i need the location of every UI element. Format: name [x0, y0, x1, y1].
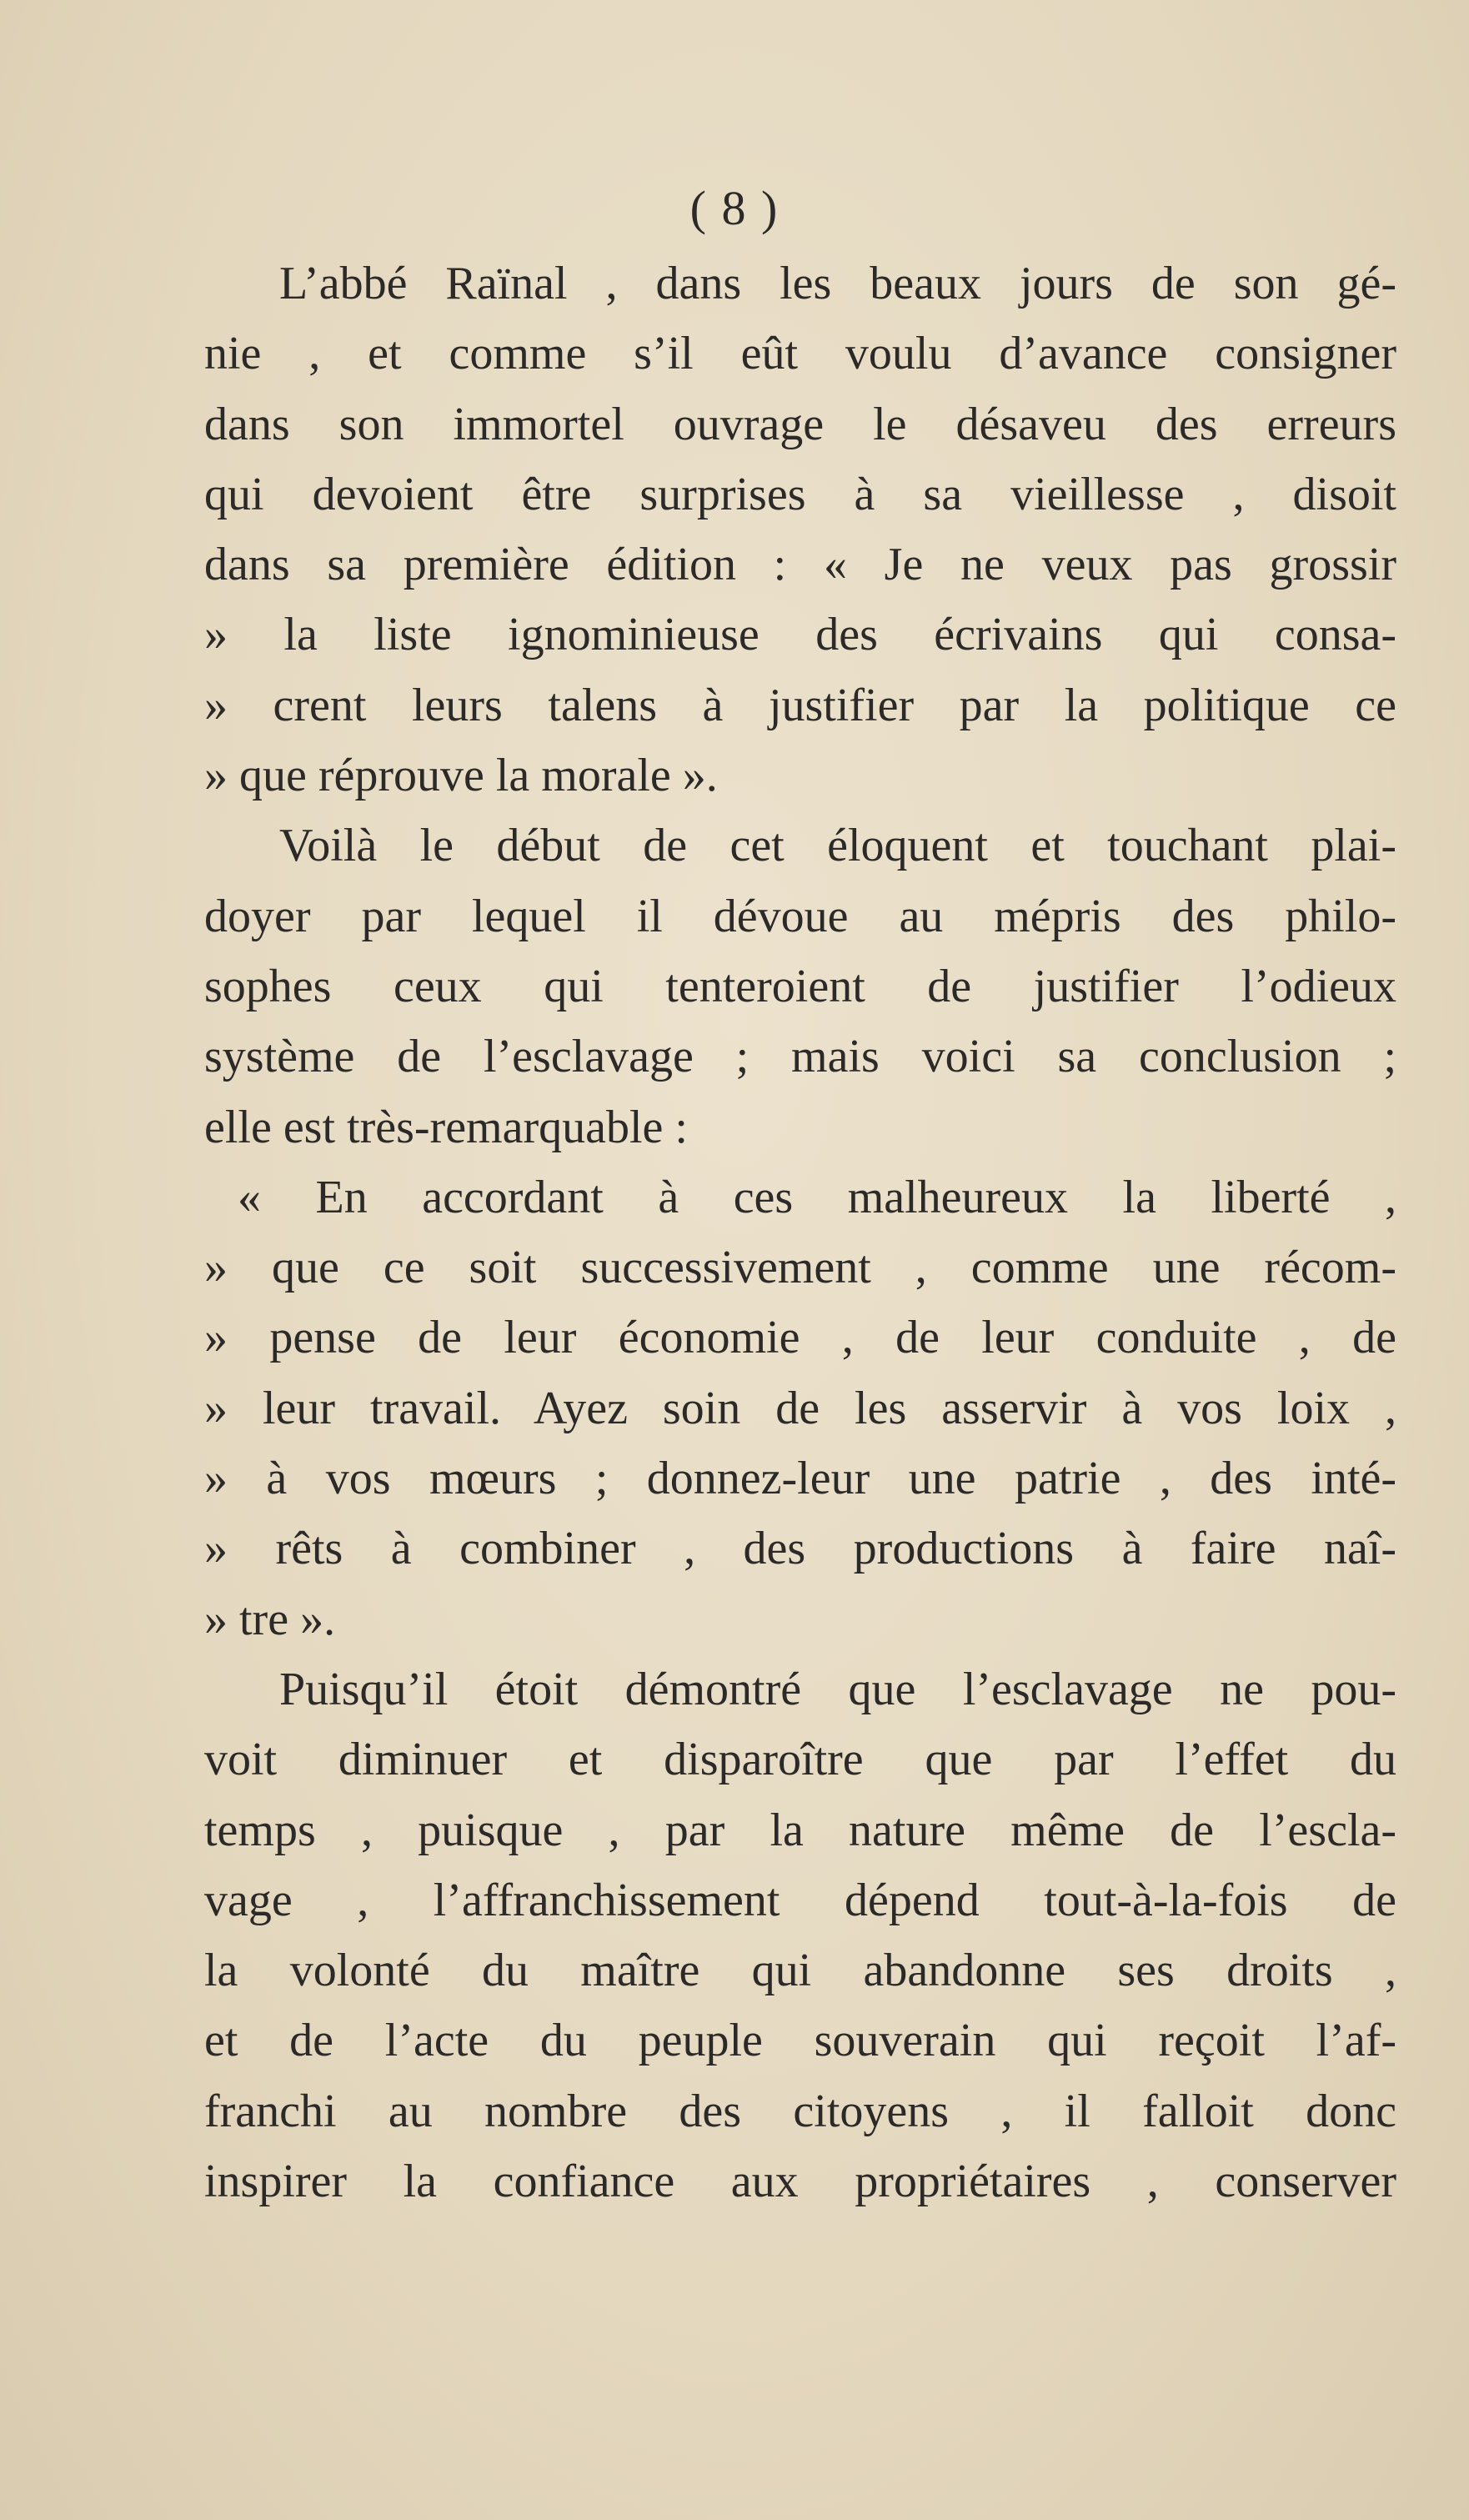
text-line: dans son immortel ouvrage le désaveu des erreurs [204, 398, 1396, 450]
text-line: » crent leurs talens à justifier par la politique ce [204, 679, 1396, 731]
quote-line: » rêts à combiner , des productions à faire naî- [204, 1523, 1396, 1575]
quote-line: » à vos mœurs ; donnez-leur une patrie , des inté- [204, 1453, 1396, 1505]
text-line: temps , puisque , par la nature même de l’escla- [204, 1804, 1396, 1856]
text-line: » que réprouve la morale ». [204, 750, 718, 802]
text-line: Puisqu’il étoit démontré que l’esclavage ne pou- [279, 1663, 1396, 1715]
text-line: » la liste ignominieuse des écrivains qui consa- [204, 609, 1396, 661]
text-line: L’abbé Raïnal , dans les beaux jours de son gé- [279, 258, 1396, 309]
text-line: système de l’esclavage ; mais voici sa conclusion ; [204, 1031, 1396, 1083]
quote-line: » que ce soit successivement , comme une récom- [204, 1242, 1396, 1294]
text-line: qui devoient être surprises à sa vieillesse , disoit [204, 468, 1396, 520]
text-line: dans sa première édition : « Je ne veux pas grossir [204, 539, 1396, 591]
text-line: inspirer la confiance aux propriétaires , conserver [204, 2156, 1396, 2208]
text-line: voit diminuer et disparoître que par l’effet du [204, 1734, 1396, 1786]
quote-line: » tre ». [204, 1593, 336, 1645]
page-number-header: ( 8 ) [689, 181, 780, 235]
text-line: la volonté du maître qui abandonne ses droits , [204, 1945, 1396, 1997]
text-line: sophes ceux qui tenteroient de justifier l’odieux [204, 960, 1396, 1012]
text-line: franchi au nombre des citoyens , il falloit donc [204, 2085, 1396, 2137]
text-line: elle est très-remarquable : [204, 1101, 688, 1153]
text-line: et de l’acte du peuple souverain qui reçoit l’af- [204, 2015, 1396, 2067]
quote-line: « En accordant à ces malheureux la liberté , [238, 1171, 1396, 1223]
text-line: doyer par lequel il dévoue au mépris des philo- [204, 890, 1396, 942]
text-line: Voilà le début de cet éloquent et touchant plai- [279, 820, 1396, 872]
quote-line: » leur travail. Ayez soin de les asservir à vos loix , [204, 1382, 1396, 1434]
quote-line: » pense de leur économie , de leur conduite , de [204, 1312, 1396, 1364]
text-line: nie , et comme s’il eût voulu d’avance consigner [204, 328, 1396, 380]
body-text [204, 248, 1396, 2216]
text-line: vage , l’affranchissement dépend tout-à-la-fois de [204, 1874, 1396, 1926]
